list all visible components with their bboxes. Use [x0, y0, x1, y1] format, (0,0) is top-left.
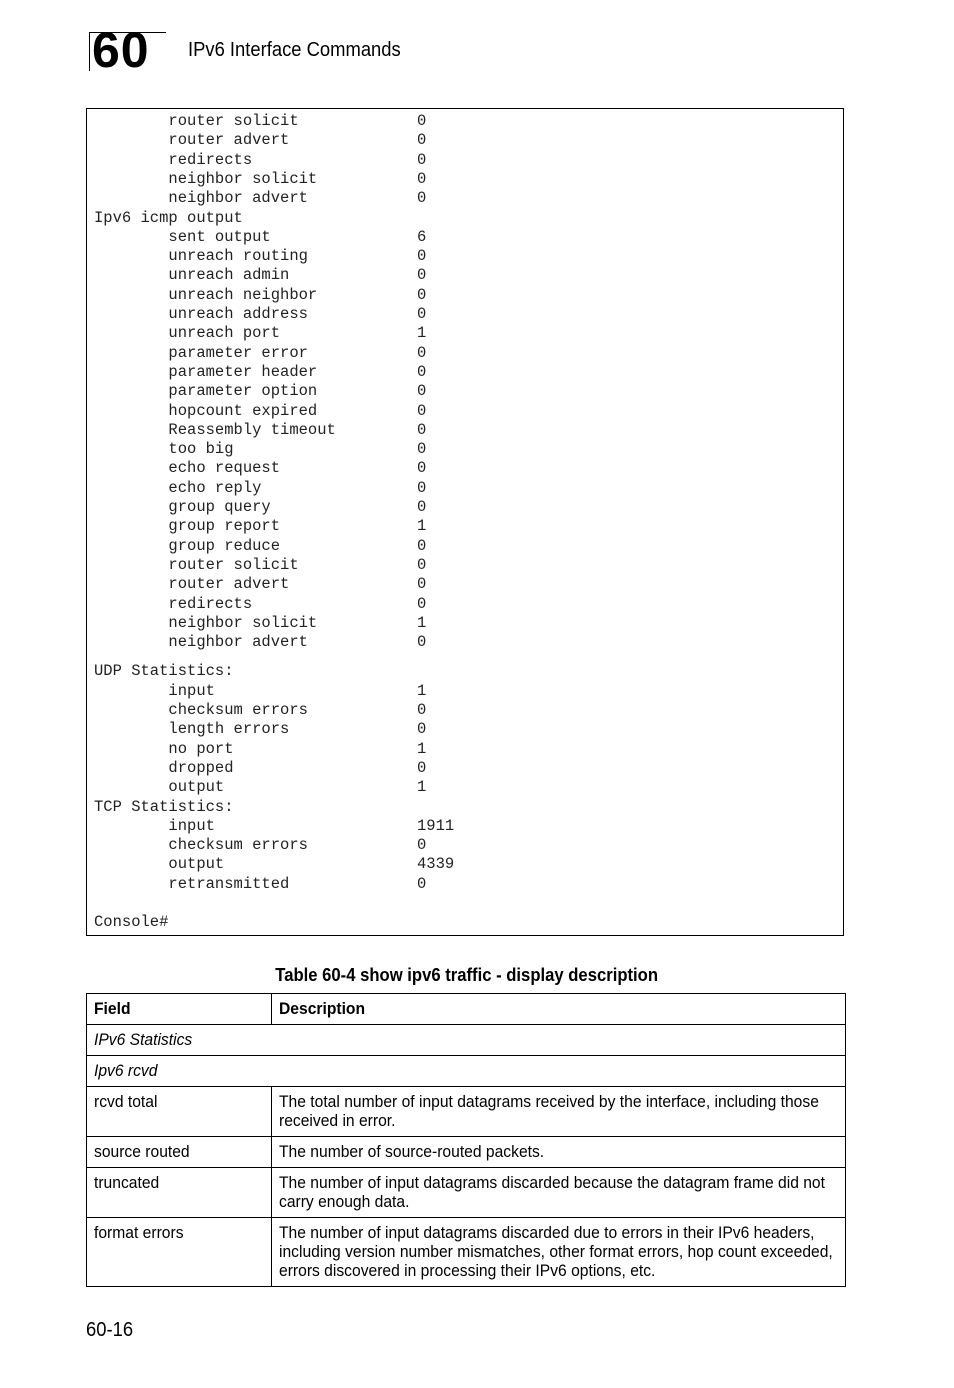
console-line-value: 0 — [417, 701, 427, 719]
console-line-label: input — [94, 681, 215, 700]
console-line-label: no port — [94, 739, 234, 758]
console-line-value: 1 — [417, 739, 427, 758]
console-line-label: input — [94, 816, 215, 835]
console-line-label: sent output — [94, 227, 271, 246]
console-line-label: neighbor solicit — [94, 613, 318, 632]
console-line-label: retransmitted — [94, 874, 290, 893]
console-line-value: 0 — [417, 536, 427, 555]
row-field: format errors — [87, 1218, 272, 1287]
console-output-box — [86, 108, 844, 936]
console-line-label: group reduce — [94, 536, 281, 555]
row-description: The number of input datagrams discarded due to errors in their IPv6 headers, including version number mismatches, other format errors, hop count exceeded, errors discovered in processing their IPv6 options, etc. — [272, 1218, 846, 1287]
console-line-label: echo request — [94, 459, 281, 478]
console-line-label: parameter error — [94, 343, 308, 362]
console-line-label: Ipv6 icmp output — [94, 208, 243, 227]
console-line-label: echo reply — [94, 478, 262, 497]
description-table — [86, 993, 846, 1287]
console-line-value: 0 — [417, 305, 427, 323]
console-line-label: parameter option — [94, 382, 318, 401]
page-number: 60-16 — [86, 1319, 134, 1341]
console-line-value: 1 — [417, 681, 427, 700]
table-row — [87, 1218, 846, 1287]
table-header-row — [87, 994, 846, 1025]
console-line-label: redirects — [94, 150, 253, 169]
console-line-value: 0 — [417, 343, 427, 362]
row-field: truncated — [87, 1168, 272, 1218]
header-field: Field — [87, 994, 272, 1025]
console-line-value: 4339 — [417, 855, 455, 874]
console-line-label: length errors — [94, 720, 290, 739]
console-line-value: 0 — [417, 362, 427, 381]
row-description: The number of source-routed packets. — [272, 1137, 846, 1168]
console-line-value: 6 — [417, 227, 427, 246]
console-line-label: parameter header — [94, 362, 318, 381]
console-line-value: 0 — [417, 478, 427, 497]
console-line-value: 0 — [417, 633, 427, 652]
subsection-heading-row — [87, 1056, 846, 1087]
subsection-heading: Ipv6 rcvd — [87, 1056, 846, 1087]
console-line-value: 0 — [417, 420, 427, 439]
console-line-value: 0 — [417, 150, 427, 169]
console-line-label: router solicit — [94, 555, 299, 574]
console-line-label: checksum errors — [94, 701, 308, 719]
console-line-label: router solicit — [94, 112, 299, 130]
console-line-value: 0 — [417, 720, 427, 739]
console-line-label: unreach neighbor — [94, 285, 318, 304]
console-line-label: unreach port — [94, 324, 281, 343]
chapter-title: IPv6 Interface Commands — [188, 39, 401, 61]
console-line-value: 0 — [417, 555, 427, 574]
console-line-value: 0 — [417, 169, 427, 188]
console-line-label: unreach routing — [94, 247, 308, 266]
console-line-label: neighbor advert — [94, 189, 308, 208]
console-line-value: 0 — [417, 401, 427, 420]
console-line-value: 0 — [417, 459, 427, 478]
console-line-value: 0 — [417, 498, 427, 516]
console-line-value: 1 — [417, 517, 427, 536]
console-line-value: 0 — [417, 758, 427, 777]
console-line-value: 0 — [417, 594, 427, 613]
console-line-value: 0 — [417, 836, 427, 855]
console-line-value: 1 — [417, 613, 427, 632]
console-line-label: Console# — [94, 913, 169, 931]
console-line-label: unreach address — [94, 305, 308, 323]
table-row — [87, 1087, 846, 1137]
console-line-label: neighbor solicit — [94, 169, 318, 188]
console-line-label: checksum errors — [94, 836, 308, 855]
console-line-value: 0 — [417, 285, 427, 304]
console-line-value: 0 — [417, 440, 427, 459]
console-line-value: 0 — [417, 575, 427, 594]
console-line-value: 1 — [417, 778, 427, 797]
row-description: The total number of input datagrams received by the interface, including those received in error. — [272, 1087, 846, 1137]
row-field: rcvd total — [87, 1087, 272, 1137]
row-description: The number of input datagrams discarded because the datagram frame did not carry enough data. — [272, 1168, 846, 1218]
console-line-value: 0 — [417, 247, 427, 266]
table-caption: Table 60-4 show ipv6 traffic - display description — [275, 964, 659, 985]
row-field: source routed — [87, 1137, 272, 1168]
console-line-label: router advert — [94, 131, 290, 150]
console-line-value: 1 — [417, 324, 427, 343]
console-line-value: 1911 — [417, 816, 455, 835]
table-row — [87, 1137, 846, 1168]
console-line-label: hopcount expired — [94, 401, 318, 420]
console-line-value: 0 — [417, 382, 427, 401]
console-line-label: dropped — [94, 758, 234, 777]
header-description: Description — [272, 994, 846, 1025]
console-line-label: router advert — [94, 575, 290, 594]
console-line-label: TCP Statistics: — [94, 797, 234, 816]
console-line-label: unreach admin — [94, 266, 290, 285]
console-line-label: output — [94, 778, 225, 797]
console-line-label: group query — [94, 498, 271, 516]
console-line-label: neighbor advert — [94, 633, 308, 652]
table-row — [87, 1168, 846, 1218]
chapter-number: 60 — [92, 22, 150, 78]
console-line-value: 0 — [417, 112, 427, 130]
section-heading-row — [87, 1025, 846, 1056]
console-line-value: 0 — [417, 189, 427, 208]
console-line-label: too big — [94, 440, 234, 459]
section-heading: IPv6 Statistics — [87, 1025, 846, 1056]
console-line-label: redirects — [94, 594, 253, 613]
console-line-label: output — [94, 855, 225, 874]
console-line-label: UDP Statistics: — [94, 662, 234, 681]
console-line-value: 0 — [417, 266, 427, 285]
console-line-value: 0 — [417, 131, 427, 150]
console-line-value: 0 — [417, 874, 427, 893]
console-line-label: Reassembly timeout — [94, 420, 336, 439]
console-line-label: group report — [94, 517, 281, 536]
